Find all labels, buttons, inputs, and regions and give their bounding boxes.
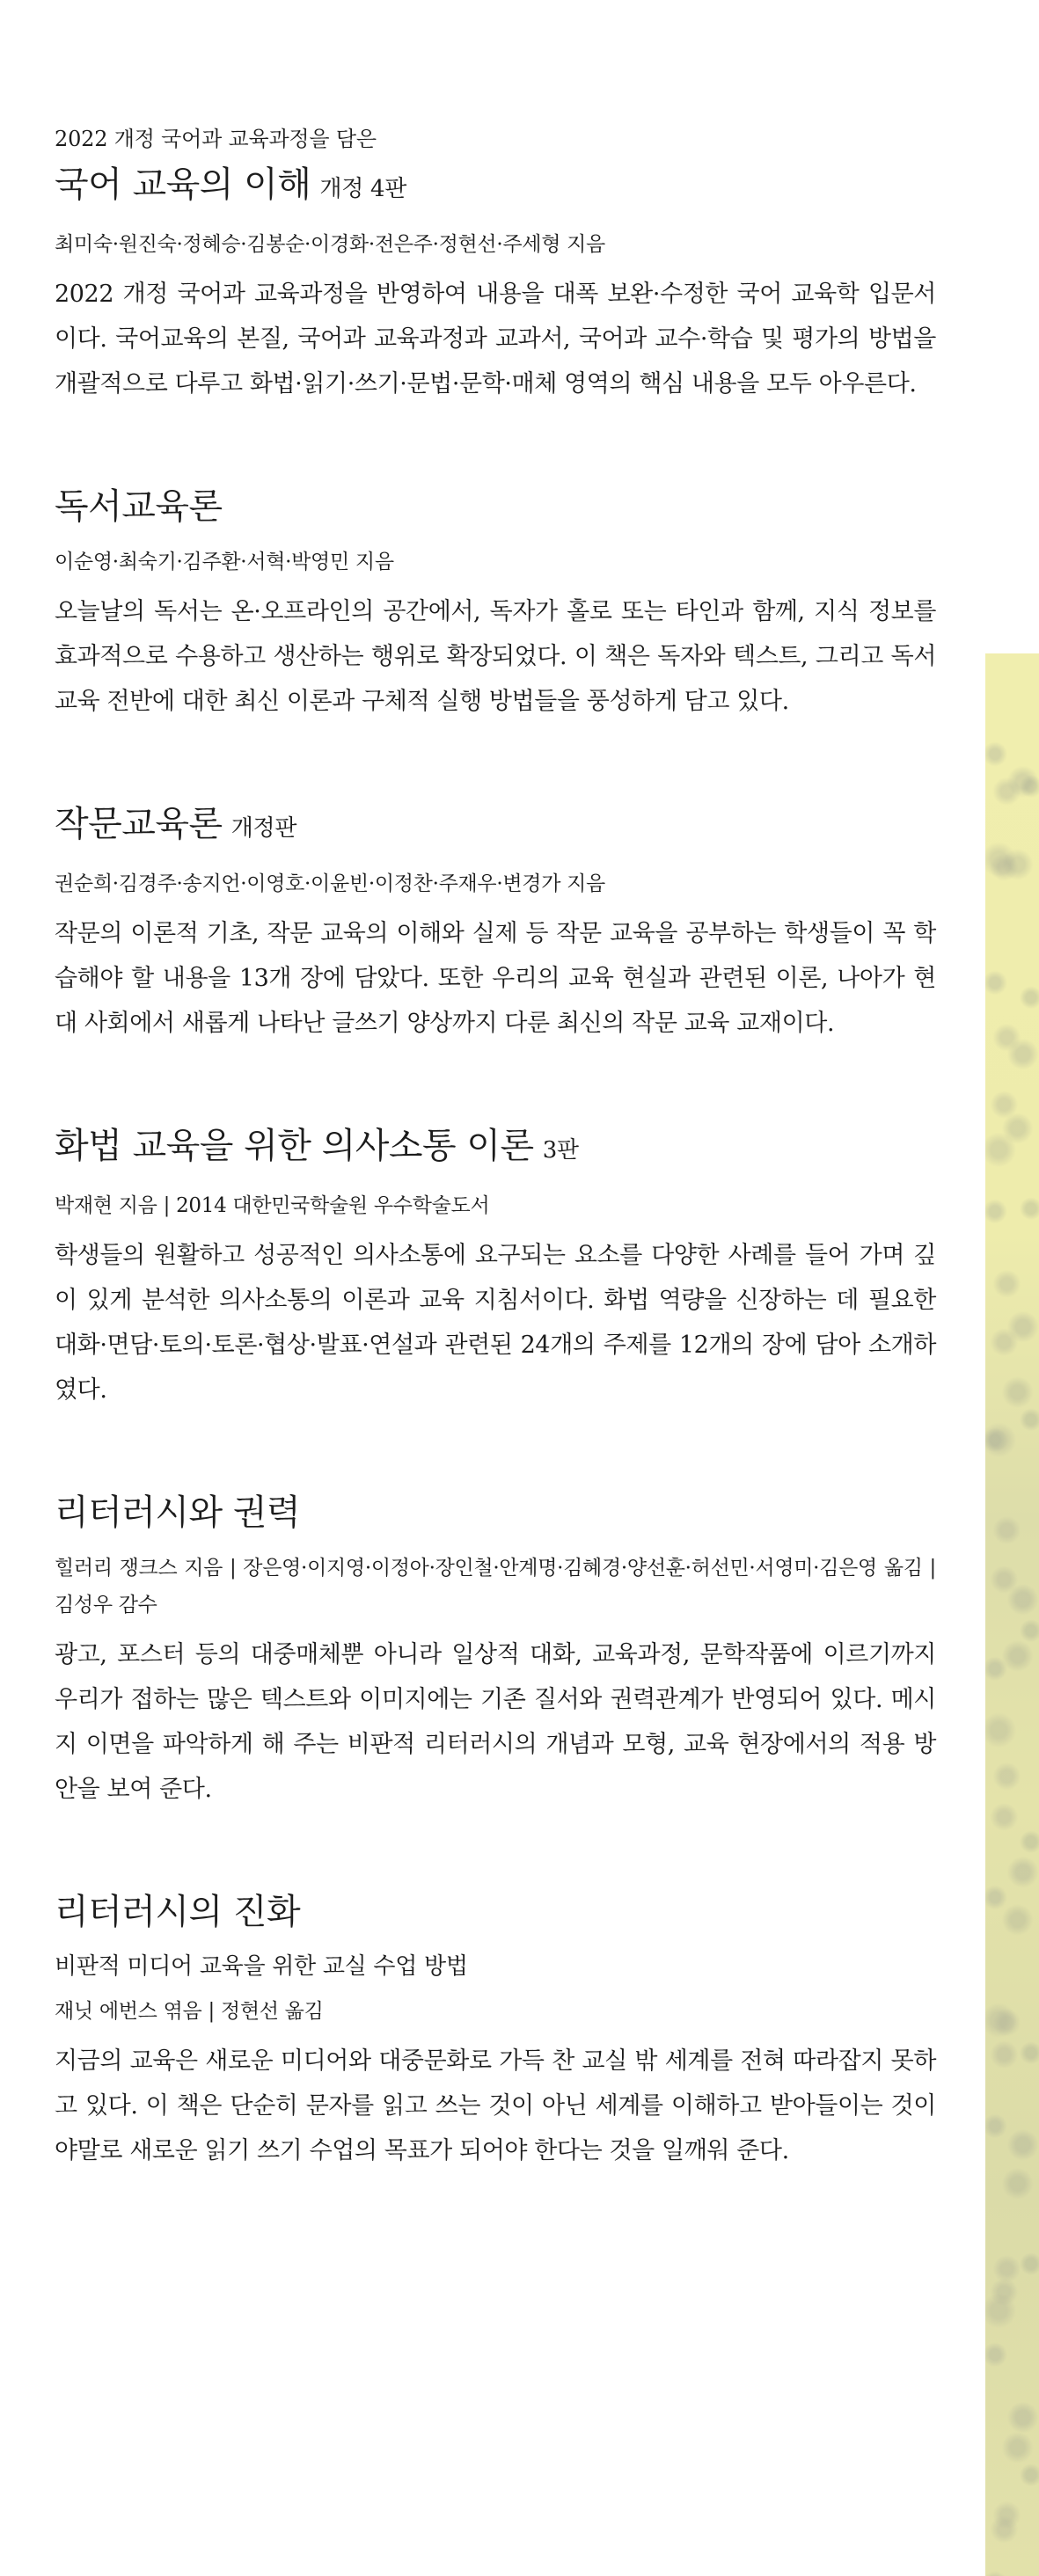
book-byline: 이순영·최숙기·김주환·서혁·박영민 지음 (55, 551, 394, 573)
book-edition: 개정 4판 (319, 176, 407, 202)
book-entry (55, 123, 936, 406)
book-byline: 박재현 지음 | 2014 대한민국학술원 우수학술도서 (55, 1194, 490, 1217)
book-eyebrow: 2022 개정 국어과 교육과정을 담은 (55, 127, 377, 151)
book-description: 지금의 교육은 새로운 미디어와 대중문화로 가득 찬 교실 밖 세계를 전혀 따라잡지 못하고 있다. 이 책은 단순히 문자를 읽고 쓰는 것이 아닌 세계를 이해하고 받아들이는 것이야말로 새로운 읽기 쓰기 수업의 목표가 되어야 한다는 것을 일깨워 준다. (55, 2047, 936, 2164)
book-entry (55, 1121, 936, 1412)
book-description: 학생들의 원활하고 성공적인 의사소통에 요구되는 요소를 다양한 사례를 들어 가며 깊이 있게 분석한 의사소통의 이론과 교육 지침서이다. 화법 역량을 신장하는 데 필요한 대화·면담·토의·토론·협상·발표·연설과 관련된 24개의 주제를 12개의 장에 담아 소개하였다. (55, 1242, 936, 1404)
book-list (55, 123, 936, 2249)
page-edge-photo (985, 653, 1039, 2576)
book-entry (55, 1488, 936, 1812)
book-edition: 3판 (542, 1137, 579, 1164)
book-title: 리터러시와 권력 (55, 1492, 301, 1533)
book-title-line (55, 160, 936, 214)
book-byline: 재닛 에번스 엮음 | 정현선 옮김 (55, 2000, 324, 2023)
book-byline: 권순희·김경주·송지언·이영호·이윤빈·이정찬·주재우·변경가 지음 (55, 872, 605, 895)
book-edition: 개정판 (230, 815, 297, 842)
book-byline: 최미숙·원진숙·정혜승·김봉순·이경화·전은주·정현선·주세형 지음 (55, 233, 605, 256)
book-subtitle: 비판적 미디어 교육을 위한 교실 수업 방법 (55, 1953, 468, 1980)
book-title-line (55, 1488, 936, 1537)
book-description: 오늘날의 독서는 온·오프라인의 공간에서, 독자가 홀로 또는 타인과 함께, 지식 정보를 효과적으로 수용하고 생산하는 행위로 확장되었다. 이 책은 독자와 텍스트, 그리고 독서교육 전반에 대한 최신 이론과 구체적 실행 방법들을 풍성하게 담고 있다. (55, 598, 936, 715)
book-entry (55, 799, 936, 1046)
book-title: 리터러시의 진화 (55, 1892, 301, 1932)
book-entry (55, 482, 936, 724)
book-title: 화법 교육을 위한 의사소통 이론 (55, 1126, 534, 1166)
book-title-line (55, 1887, 936, 1937)
book-description: 광고, 포스터 등의 대중매체뿐 아니라 일상적 대화, 교육과정, 문학작품에 이르기까지 우리가 접하는 많은 텍스트와 이미지에는 기존 질서와 권력관계가 반영되어 있다. 메시지 이면을 파악하게 해 주는 비판적 리터러시의 개념과 모형, 교육 현장에서의 적용 방안을 보여 준다. (55, 1641, 936, 1803)
book-description: 2022 개정 국어과 교육과정을 반영하여 내용을 대폭 보완·수정한 국어 교육학 입문서이다. 국어교육의 본질, 국어과 교육과정과 교과서, 국어과 교수·학습 및 평가의 방법을 개괄적으로 다루고 화법·읽기·쓰기·문법·문학·매체 영역의 핵심 내용을 모두 아우른다. (55, 281, 936, 398)
book-title-line (55, 1121, 936, 1175)
book-title: 독서교육론 (55, 486, 223, 527)
book-title-line (55, 482, 936, 531)
book-title: 작문교육론 (55, 804, 223, 844)
book-title: 국어 교육의 이해 (55, 164, 311, 205)
book-byline: 힐러리 쟁크스 지음 | 장은영·이지영·이정아·장인철·안계명·김혜경·양선훈·허선민·서영미·김은영 옮김 | 김성우 감수 (55, 1557, 936, 1616)
book-title-line (55, 799, 936, 853)
book-entry (55, 1887, 936, 2173)
book-description: 작문의 이론적 기초, 작문 교육의 이해와 실제 등 작문 교육을 공부하는 학생들이 꼭 학습해야 할 내용을 13개 장에 담았다. 또한 우리의 교육 현실과 관련된 이론, 나아가 현대 사회에서 새롭게 나타난 글쓰기 양상까지 다룬 최신의 작문 교육 교재이다. (55, 920, 936, 1037)
